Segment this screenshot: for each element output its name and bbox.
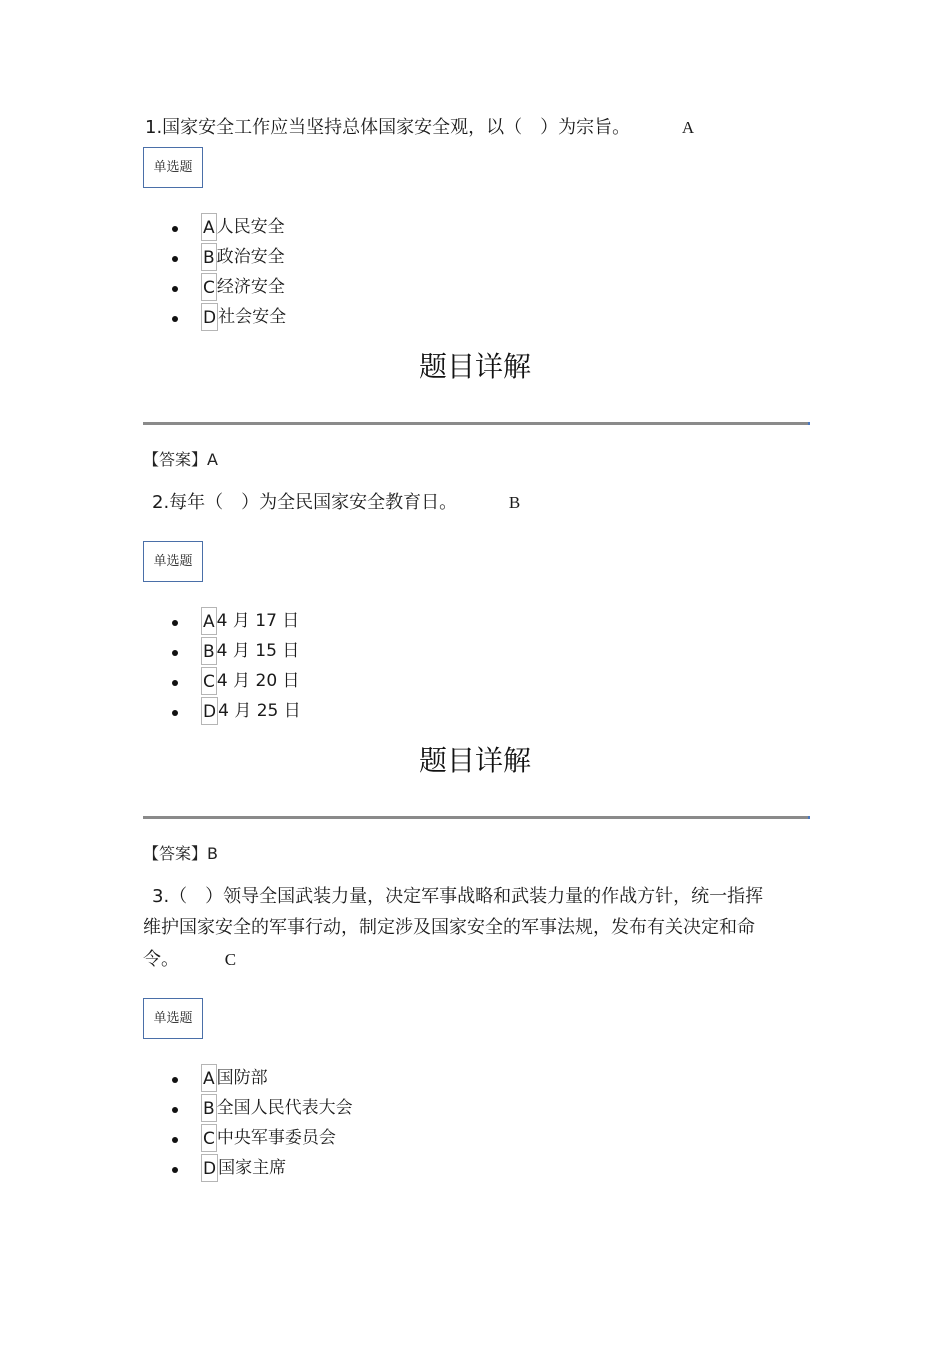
option-item[interactable]	[172, 242, 286, 272]
question-1-answer: 【答案】A	[143, 450, 218, 469]
question-1-stem: 1.国家安全工作应当坚持总体国家安全观，以（ ）为宗旨。	[145, 117, 631, 138]
option-item[interactable]	[172, 1093, 353, 1123]
bullet-icon	[172, 286, 178, 292]
bullet-icon	[172, 710, 178, 716]
question-3-line-1: 3.（ ）领导全国武装力量，决定军事战略和武装力量的作战方针，统一指挥	[152, 886, 764, 907]
option-item[interactable]	[172, 1123, 353, 1153]
option-text: 社会安全	[218, 307, 287, 327]
question-3-options	[172, 1063, 353, 1183]
question-1-text	[145, 112, 694, 144]
question-2-type-tag: 单选题	[143, 541, 203, 582]
option-text: 全国人民代表大会	[216, 1098, 353, 1118]
bullet-icon	[172, 1077, 178, 1083]
option-text: 4 月 15 日	[216, 641, 300, 661]
option-text: 政治安全	[216, 247, 285, 267]
bullet-icon	[172, 1107, 178, 1113]
option-item[interactable]	[172, 1153, 353, 1183]
option-item[interactable]	[172, 606, 301, 636]
question-1-type-tag: 单选题	[143, 147, 203, 188]
question-2-stem: 2.每年（ ）为全民国家安全教育日。	[152, 492, 458, 513]
option-letter: C	[201, 667, 217, 695]
question-1-detail-heading: 题目详解	[418, 350, 531, 383]
option-text: 4 月 17 日	[216, 611, 300, 631]
option-text: 人民安全	[216, 217, 285, 237]
bullet-icon	[172, 620, 178, 626]
option-text: 国防部	[216, 1068, 268, 1088]
question-1-options	[172, 212, 286, 332]
option-text: 4 月 25 日	[218, 701, 301, 721]
bullet-icon	[172, 1167, 178, 1173]
bullet-icon	[172, 316, 178, 322]
bullet-icon	[172, 256, 178, 262]
question-2-text	[152, 487, 520, 519]
question-3-line-2: 维护国家安全的军事行动，制定涉及国家安全的军事法规，发布有关决定和命	[143, 917, 755, 938]
option-item[interactable]	[172, 696, 301, 726]
question-2-answer-mark: B	[508, 493, 521, 512]
option-letter: B	[201, 637, 217, 665]
question-2-options	[172, 606, 301, 726]
option-item[interactable]	[172, 636, 301, 666]
option-letter: A	[201, 213, 217, 241]
question-3-answer-mark: C	[224, 950, 237, 969]
divider	[143, 816, 809, 819]
option-letter: B	[201, 243, 217, 271]
option-letter: D	[201, 697, 218, 725]
divider	[143, 422, 809, 425]
question-2-answer: 【答案】B	[143, 844, 218, 863]
bullet-icon	[172, 680, 178, 686]
question-2-detail-heading: 题目详解	[418, 744, 531, 777]
bullet-icon	[172, 226, 178, 232]
question-3-line-3	[143, 944, 236, 976]
option-letter: D	[201, 303, 218, 331]
option-text: 中央军事委员会	[216, 1128, 336, 1148]
option-item[interactable]	[172, 1063, 353, 1093]
bullet-icon	[172, 650, 178, 656]
question-3-stem-end: 令。	[143, 949, 179, 970]
option-letter: B	[201, 1094, 217, 1122]
option-text: 4 月 20 日	[216, 671, 300, 691]
option-letter: A	[201, 1064, 217, 1092]
option-item[interactable]	[172, 666, 301, 696]
option-letter: C	[201, 273, 217, 301]
bullet-icon	[172, 1137, 178, 1143]
option-text: 经济安全	[216, 277, 285, 297]
option-item[interactable]	[172, 212, 286, 242]
option-text: 国家主席	[218, 1158, 287, 1178]
option-item[interactable]	[172, 272, 286, 302]
question-3-type-tag: 单选题	[143, 998, 203, 1039]
question-1-answer-mark: A	[681, 118, 695, 137]
option-letter: D	[201, 1154, 218, 1182]
option-letter: A	[201, 607, 217, 635]
option-item[interactable]	[172, 302, 286, 332]
option-letter: C	[201, 1124, 217, 1152]
